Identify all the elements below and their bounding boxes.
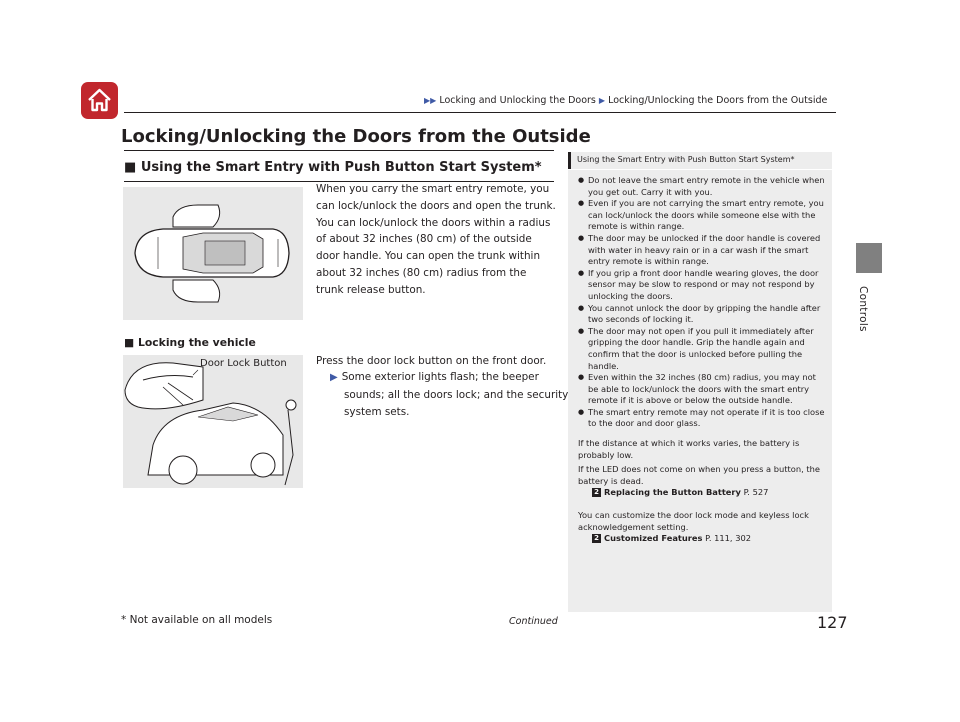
xref-page[interactable]: P. 111, 302 xyxy=(705,533,752,544)
note-heading-marker xyxy=(568,152,571,170)
xref-page[interactable]: P. 527 xyxy=(743,487,769,498)
note-bullet: ● The door may not open if you pull it immediately after gripping the door handle. Grip the handle again and confirm that the door is unlocked before pulling the handle. xyxy=(578,326,826,372)
section-marker-icon: ■ xyxy=(124,160,137,175)
note-paragraph: If the LED does not come on when you press a button, the battery is dead. xyxy=(578,464,821,486)
section-heading xyxy=(124,160,542,175)
note-paragraph: You can customize the door lock mode and keyless lock acknowledgement setting. xyxy=(578,510,809,532)
note-paragraph: If the distance at which it works varies, the battery is probably low. xyxy=(578,438,800,460)
header-rule xyxy=(124,112,836,113)
note-bullet: ● The door may be unlocked if the door handle is covered with water in heavy rain or in a car wash if the smart entry remote is within range. xyxy=(578,233,826,268)
locking-instruction: Press the door lock button on the front door. xyxy=(316,355,547,367)
sidebar-label: Controls xyxy=(857,286,869,332)
home-icon xyxy=(87,88,112,113)
cross-reference-customized[interactable] xyxy=(578,533,826,545)
breadcrumb xyxy=(424,95,827,106)
page-title: Locking/Unlocking the Doors from the Outside xyxy=(121,126,591,147)
note-bullet: ● Even within the 32 inches (80 cm) radius, you may not be able to lock/unlock the doors with the smart entry remote if it is above or below the outside handle. xyxy=(578,372,826,407)
locking-result xyxy=(330,369,570,420)
note-heading: Using the Smart Entry with Push Button Start System* xyxy=(577,155,795,164)
xref-title[interactable]: Customized Features xyxy=(604,533,703,544)
door-lock-figure xyxy=(123,355,303,488)
cross-reference-icon: 2 xyxy=(592,534,601,543)
note-bullet: ● The smart entry remote may not operate if it is too close to the door and door glass. xyxy=(578,407,826,430)
cross-reference-icon: 2 xyxy=(592,488,601,497)
note-bullet-list xyxy=(578,175,826,430)
subheading-marker-icon: ■ xyxy=(124,336,135,349)
sidebar-tab[interactable] xyxy=(856,243,882,273)
breadcrumb-item[interactable]: Locking/Unlocking the Doors from the Outside xyxy=(608,95,828,106)
locking-result-text: Some exterior lights flash; the beeper sounds; all the doors lock; and the security system sets. xyxy=(341,371,569,418)
result-arrow-icon: ▶ xyxy=(330,372,338,383)
note-bullet: ● You cannot unlock the door by gripping the handle after two seconds of locking it. xyxy=(578,303,826,326)
car-top-view-figure xyxy=(123,187,303,320)
title-rule xyxy=(124,150,554,151)
door-lock-button-label: Door Lock Button xyxy=(200,358,287,369)
breadcrumb-arrow-icon: ▶ xyxy=(598,96,606,105)
xref-title[interactable]: Replacing the Button Battery xyxy=(604,487,741,498)
subheading xyxy=(124,336,256,349)
breadcrumb-arrow-icon: ▶▶ xyxy=(424,96,437,105)
home-button[interactable] xyxy=(81,82,118,119)
page-number: 127 xyxy=(817,613,848,632)
note-bullet: ● Even if you are not carrying the smart entry remote, you can lock/unlock the doors while someone else with the remote is within range. xyxy=(578,198,826,233)
breadcrumb-item[interactable]: Locking and Unlocking the Doors xyxy=(439,95,596,106)
note-heading-rule xyxy=(568,169,832,170)
intro-paragraph: When you carry the smart entry remote, you can lock/unlock the doors and open the trunk. You can lock/unlock the doors within a radius of about 32 inches (80 cm) of the outside door handle. You can open the trunk within about 32 inches (80 cm) radius from the trunk release button. xyxy=(316,183,556,296)
section-heading-text: Using the Smart Entry with Push Button Start System* xyxy=(140,160,542,175)
note-bullet: ● If you grip a front door handle wearing gloves, the door sensor may be slow to respond or may not respond by unlocking the doors. xyxy=(578,268,826,303)
note-bullet: ● Do not leave the smart entry remote in the vehicle when you get out. Carry it with you. xyxy=(578,175,826,198)
cross-reference-battery[interactable] xyxy=(578,487,826,499)
footnote: * Not available on all models xyxy=(121,614,273,626)
note-body xyxy=(578,175,826,545)
subheading-text: Locking the vehicle xyxy=(137,336,256,349)
continued-label: Continued xyxy=(509,616,558,627)
